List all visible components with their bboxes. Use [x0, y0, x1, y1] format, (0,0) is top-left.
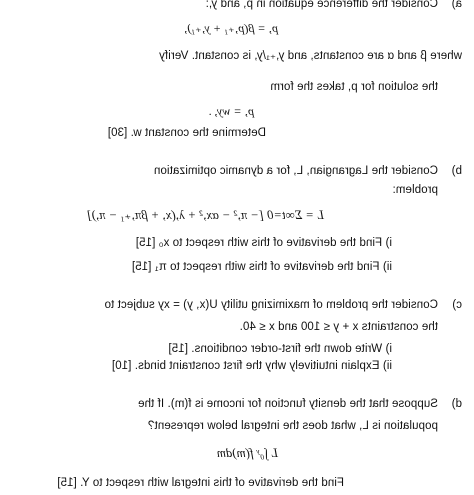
part-d-intro-line-2: population is L, what does the integral below represent? [147, 420, 438, 432]
part-a-intro: Consider the difference equation in p, and y,: [205, 0, 438, 10]
part-b-part-ii: ii) Find the derivative of this with respect to π₁ [15] [131, 261, 392, 273]
part-d-intro-line-1: Suppose that the density function for income is f(m). If the [137, 398, 438, 410]
part-c-part-i: i) Write down the first-order conditions. [15] [168, 343, 392, 355]
part-c-part-ii: ii) Explain intuitively why the first constraint binds. [10] [111, 360, 392, 372]
part-b-part-i: i) Find the derivative of this with respect to x₀ [15] [135, 237, 392, 249]
part-b-intro-line-2: problem: [392, 184, 438, 196]
part-a-solution: p, = wy, . [208, 104, 254, 118]
part-d-integral: L ∫₀ʸ f(m)dm [216, 446, 278, 460]
part-d-final: Find the derivative of this integral with respect to Y. [15] [57, 477, 344, 489]
part-a-verify-line-1: where β and α are constants, and y,₊₁/y, is constant. Verify [158, 50, 462, 62]
part-b-label: b) [451, 165, 462, 177]
part-a-verify-line-2: the solution for p, takes the form [270, 81, 438, 93]
part-a-label: a) [451, 0, 462, 10]
part-c-intro-line-1: Consider the problem of maximizing utility U(x, y) = xy subject to [104, 299, 438, 311]
part-b-intro-line-1: Consider the Lagrangian, L, for a dynamic optimization [153, 165, 438, 177]
part-b-lagrangian: L = Σ∞t=0 [− π,² − αx,² + λ,(x, + βπ,₊₁ − π,)] [86, 208, 324, 222]
part-c-label: c) [452, 299, 462, 311]
part-a-determine: Determine the constant w. [30] [107, 127, 266, 139]
part-d-label: d) [451, 398, 462, 410]
part-a-equation: p, = β(p,₊₁ + y,₊₁), [184, 21, 278, 35]
part-c-intro-line-2: the constraints x + y ≤ 100 and x ≤ 40. [239, 321, 438, 333]
